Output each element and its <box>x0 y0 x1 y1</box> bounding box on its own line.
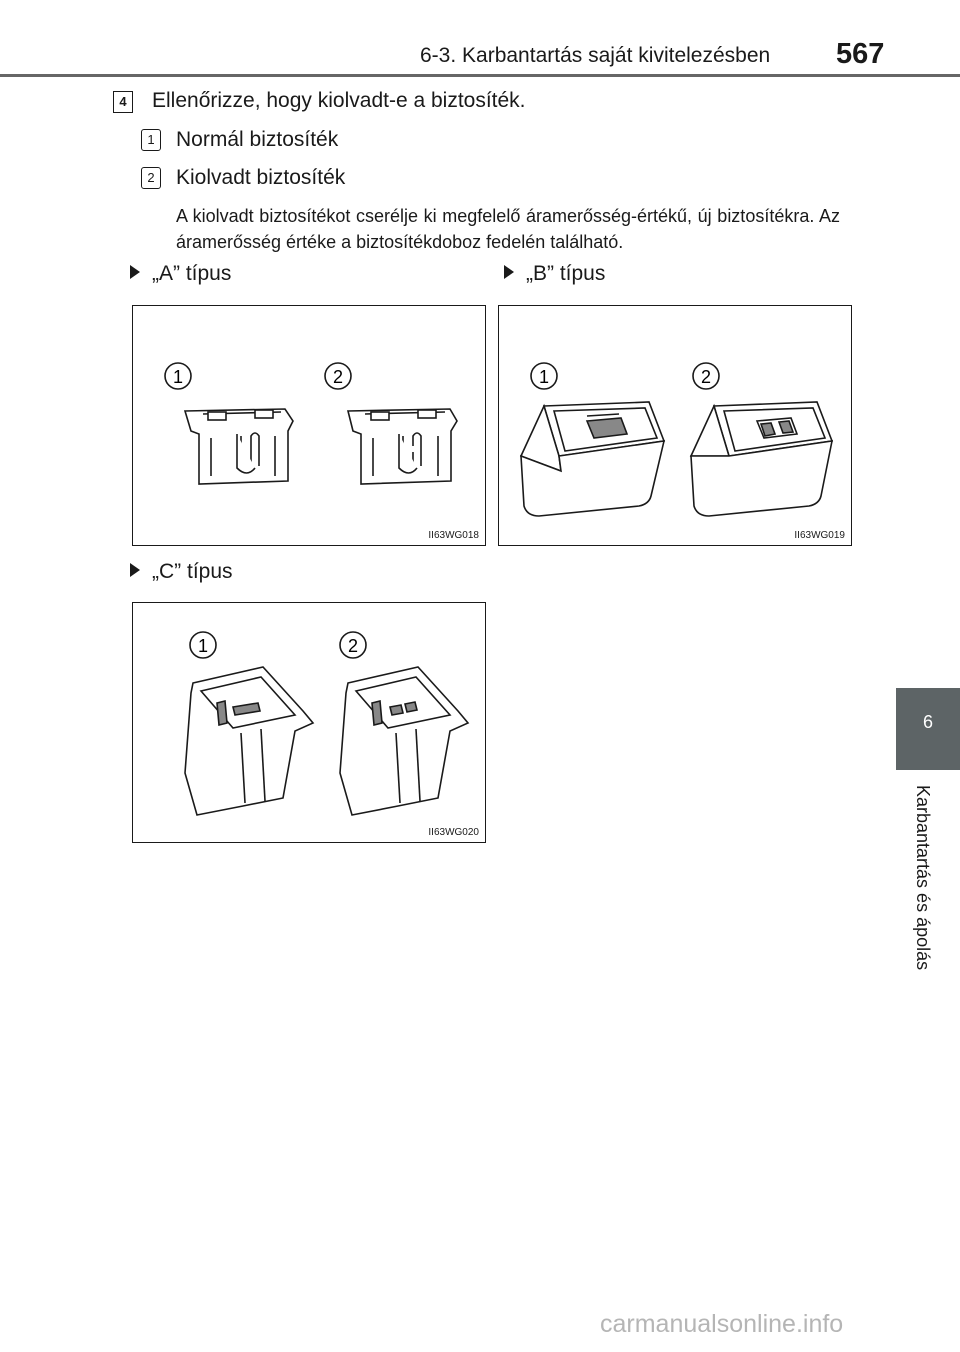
figure-type-a <box>132 305 486 546</box>
callout-1: 1 <box>197 636 209 656</box>
header-divider <box>0 74 960 77</box>
callout-2: 2 <box>332 367 344 387</box>
callout-1: 1 <box>172 367 184 387</box>
step-number-badge: 4 <box>113 91 133 113</box>
arrow-right-icon <box>504 265 514 279</box>
fuse-blown-icon <box>691 402 832 516</box>
figure-code: II63WG019 <box>794 530 845 541</box>
type-c-heading <box>130 560 233 584</box>
fuse-normal-icon <box>521 402 664 516</box>
fuse-normal-icon <box>185 667 313 815</box>
chapter-tab-number: 6 <box>922 712 933 732</box>
type-a-label: „A” típus <box>152 262 232 285</box>
figure-code: II63WG020 <box>428 827 479 838</box>
item-text-blown: Kiolvadt biztosíték <box>176 166 346 189</box>
callout-2: 2 <box>347 636 359 656</box>
watermark: carmanualsonline.info <box>600 1310 844 1338</box>
type-b-heading <box>504 262 605 286</box>
figure-code: II63WG018 <box>428 530 479 541</box>
fuse-type-a-illustration <box>133 306 487 547</box>
item-text-normal: Normál biztosíték <box>176 128 339 151</box>
chapter-tab-label: Karbantartás és ápolás <box>913 785 933 971</box>
fuse-type-b-illustration <box>499 306 853 547</box>
page-number: 567 <box>836 38 885 70</box>
item-number-badge: 2 <box>141 167 161 189</box>
fuse-blown-icon <box>340 667 468 815</box>
figure-type-c <box>132 602 486 843</box>
section-title: 6-3. Karbantartás saját kivitelezésben <box>420 44 771 67</box>
type-c-label: „C” típus <box>152 560 233 583</box>
fuse-type-c-illustration <box>133 603 487 844</box>
type-b-label: „B” típus <box>526 262 606 285</box>
step-text: Ellenőrizze, hogy kiolvadt-e a biztosíték. <box>152 89 526 112</box>
arrow-right-icon <box>130 265 140 279</box>
arrow-right-icon <box>130 563 140 577</box>
fuse-blown-icon <box>348 409 457 484</box>
callout-1: 1 <box>538 367 550 387</box>
type-a-heading <box>130 262 231 286</box>
description-paragraph: A kiolvadt biztosítékot cserélje ki megfelelő áramerősség-értékű, új biztosítékra. Az áramerősség értéke a biztosítékdoboz fedelén található. <box>176 206 840 252</box>
figure-type-b <box>498 305 852 546</box>
chapter-tab[interactable] <box>896 688 960 770</box>
item-number-badge: 1 <box>141 129 161 151</box>
callout-2: 2 <box>700 367 712 387</box>
fuse-normal-icon <box>185 409 293 484</box>
